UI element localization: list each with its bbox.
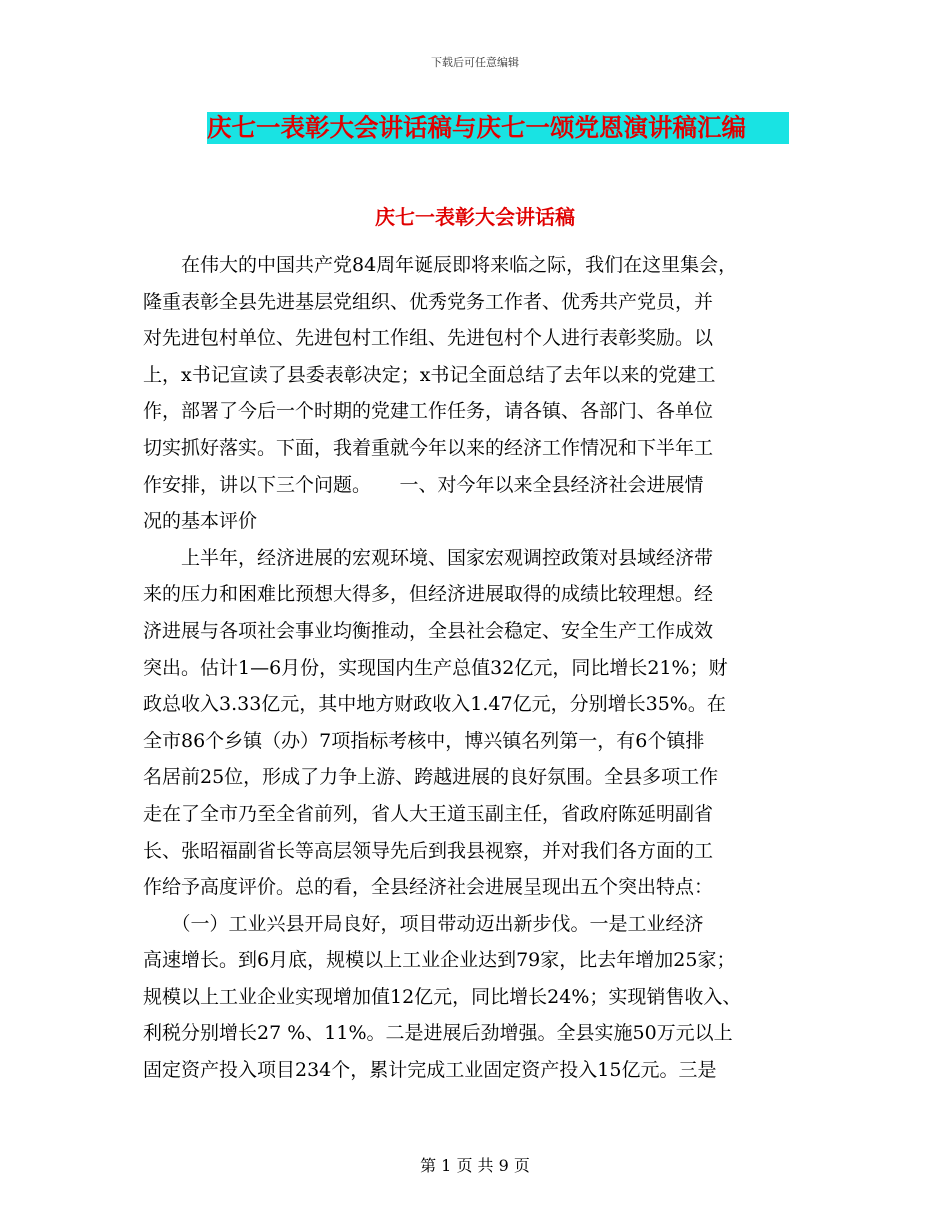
- page-number-footer: 第 1 页 共 9 页: [420, 1156, 530, 1175]
- body-line: 上，x书记宣读了县委表彰决定；x书记全面总结了去年以来的党建工: [143, 363, 716, 386]
- body-line: 在伟大的中国共产党84周年诞辰即将来临之际，我们在这里集会，: [143, 254, 738, 276]
- body-line: 名居前25位，形成了力争上游、跨越进展的良好氛围。全县多项工作: [143, 766, 719, 789]
- document-body: [143, 247, 808, 1089]
- body-line: 作给予高度评价。总的看，全县经济社会进展呈现出五个突出特点：: [143, 876, 714, 899]
- section-title: 庆七一表彰大会讲话稿: [375, 205, 575, 229]
- body-line: 况的基本评价: [143, 510, 258, 533]
- body-line: 上半年，经济进展的宏观环境、国家宏观调控政策对县域经济带: [143, 546, 714, 569]
- body-line: 利税分别增长27 %、11%。二是进展后劲增强。全县实施50万元以上: [143, 1022, 733, 1045]
- document-title: 庆七一表彰大会讲话稿与庆七一颂党恩演讲稿汇编: [207, 112, 789, 144]
- body-line: 高速增长。到6月底，规模以上工业企业达到79家，比去年增加25家；: [143, 949, 736, 972]
- header-note: 下载后可任意编辑: [431, 56, 519, 69]
- body-line: 固定资产投入项目234个，累计完成工业固定资产投入15亿元。三是: [143, 1059, 717, 1082]
- body-line: 济进展与各项社会事业均衡推动，全县社会稳定、安全生产工作成效: [143, 619, 714, 642]
- body-line: 作安排，讲以下三个问题。 一、对今年以来全县经济社会进展情: [143, 473, 704, 496]
- body-line: （一）工业兴县开局良好，项目带动迈出新步伐。一是工业经济: [143, 912, 704, 935]
- body-line: 政总收入3.33亿元，其中地方财政收入1.47亿元，分别增长35%。在: [143, 693, 726, 716]
- body-line: 全市86个乡镇（办）7项指标考核中，博兴镇名列第一，有6个镇排: [143, 729, 705, 752]
- body-line: 隆重表彰全县先进基层党组织、优秀党务工作者、优秀共产党员，并: [143, 290, 714, 313]
- body-line: 突出。估计1—6月份，实现国内生产总值32亿元，同比增长21%；财: [143, 656, 728, 679]
- body-line: 对先进包村单位、先进包村工作组、先进包村个人进行表彰奖励。以: [143, 327, 714, 350]
- body-line: 长、张昭福副省长等高层领导先后到我县视察，并对我们各方面的工: [143, 839, 714, 862]
- body-line: 规模以上工业企业实现增加值12亿元，同比增长24%；实现销售收入、: [143, 985, 742, 1008]
- body-line: 走在了全市乃至全省前列，省人大王道玉副主任，省政府陈延明副省: [143, 802, 714, 825]
- body-line: 来的压力和困难比预想大得多，但经济进展取得的成绩比较理想。经: [143, 583, 714, 606]
- body-line: 作，部署了今后一个时期的党建工作任务，请各镇、各部门、各单位: [143, 400, 714, 423]
- body-line: 切实抓好落实。下面，我着重就今年以来的经济工作情况和下半年工: [143, 436, 714, 459]
